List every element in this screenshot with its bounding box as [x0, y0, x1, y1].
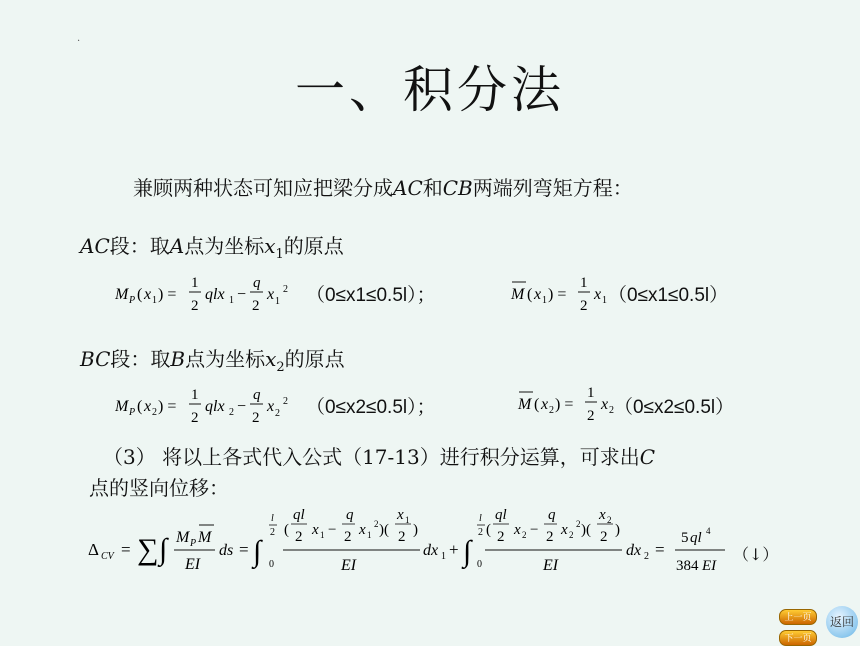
svg-text:2: 2: [580, 298, 588, 314]
equation-mp-x2: [115, 382, 315, 432]
svg-text:q: q: [548, 507, 556, 523]
svg-text:∫: ∫: [253, 535, 262, 568]
ac-sub: 1: [275, 247, 284, 262]
intro-ac: AC: [393, 176, 423, 200]
ac-post: 的原点: [283, 234, 344, 258]
eq3-condition: （0≤x2≤0.5l）；: [306, 397, 436, 418]
svg-text:1: 1: [275, 296, 280, 307]
intro-post: 两端列弯矩方程：: [472, 176, 633, 200]
svg-text:=: =: [655, 540, 665, 559]
svg-text:4: 4: [706, 526, 711, 536]
ac-mid: 点为坐标: [184, 234, 265, 258]
svg-text:ql: ql: [293, 507, 305, 523]
svg-text:) =: ) =: [158, 286, 177, 303]
svg-text:1: 1: [405, 515, 410, 525]
svg-text:x: x: [267, 286, 275, 303]
svg-text:x: x: [594, 286, 602, 303]
bc-pre: 段：取: [110, 347, 171, 371]
svg-text:1: 1: [320, 530, 325, 540]
svg-text:x: x: [601, 396, 609, 413]
svg-text:(: (: [486, 522, 491, 538]
svg-text:dx: dx: [423, 542, 439, 559]
svg-text:1: 1: [152, 295, 157, 306]
svg-text:x: x: [359, 522, 366, 538]
svg-text:): ): [413, 522, 418, 538]
svg-text:x: x: [599, 507, 606, 523]
svg-text:1: 1: [367, 530, 372, 540]
next-page-button[interactable]: 下一页: [779, 630, 817, 646]
svg-text:M: M: [115, 398, 129, 415]
ac-pt: A: [169, 234, 185, 258]
svg-text:P: P: [129, 295, 136, 306]
equation-m-x2: [517, 380, 617, 430]
bc-seg: BC: [80, 347, 111, 371]
svg-text:0: 0: [269, 559, 274, 570]
prev-page-button[interactable]: 上一页: [779, 609, 817, 625]
svg-text:2: 2: [609, 405, 614, 416]
svg-text:1: 1: [191, 387, 199, 403]
svg-text:) =: ) =: [158, 398, 177, 415]
svg-text:EI: EI: [341, 557, 357, 574]
intro-line: [133, 172, 633, 201]
svg-text:∫: ∫: [159, 533, 168, 566]
svg-text:M: M: [198, 529, 212, 546]
svg-text:2: 2: [587, 408, 595, 424]
svg-text:2: 2: [191, 410, 199, 426]
svg-text:x: x: [144, 286, 152, 303]
svg-text:dx: dx: [626, 542, 642, 559]
svg-text:x: x: [534, 286, 542, 303]
direction-arrow-note: （↓）: [733, 545, 779, 564]
svg-text:2: 2: [152, 407, 157, 418]
eq4-condition: （0≤x2≤0.5l）: [614, 397, 735, 418]
bc-sub: 2: [276, 360, 285, 375]
svg-text:−: −: [328, 522, 337, 538]
back-button[interactable]: 返回: [826, 606, 858, 638]
svg-text:2: 2: [576, 519, 581, 529]
svg-text:Δ: Δ: [88, 540, 99, 559]
svg-text:M: M: [115, 286, 129, 303]
svg-text:−: −: [237, 286, 247, 303]
ac-pre: 段：取: [109, 234, 170, 258]
svg-text:2: 2: [270, 527, 275, 538]
svg-text:x: x: [267, 398, 275, 415]
bc-var: x: [265, 347, 277, 371]
svg-text:∫: ∫: [463, 535, 472, 568]
svg-text:(: (: [527, 286, 533, 303]
step-line1-text: （3） 将以上各式代入公式（17-13）进行积分运算，可求出: [103, 445, 640, 469]
svg-text:M: M: [518, 396, 532, 413]
svg-text:2: 2: [607, 515, 612, 525]
svg-text:ds: ds: [219, 542, 234, 559]
svg-text:384: 384: [676, 558, 699, 574]
svg-text:1: 1: [441, 551, 446, 562]
svg-text:∑: ∑: [137, 533, 159, 566]
svg-text:2: 2: [644, 551, 649, 562]
equation-mp-x1: [115, 270, 315, 320]
svg-text:)(: )(: [379, 522, 389, 538]
svg-text:EI: EI: [185, 556, 201, 573]
svg-text:M: M: [511, 286, 525, 303]
step-line-2: 点的竖向位移：: [89, 476, 229, 500]
intro-cb: CB: [442, 176, 473, 200]
svg-text:2: 2: [252, 410, 260, 426]
svg-text:ql: ql: [495, 507, 507, 523]
svg-text:) =: ) =: [555, 396, 574, 413]
svg-text:2: 2: [374, 519, 379, 529]
bc-pt: B: [170, 347, 186, 371]
step-point-c: C: [639, 445, 656, 469]
svg-text:=: =: [239, 540, 249, 559]
svg-text:q: q: [253, 387, 261, 403]
svg-text:x: x: [514, 522, 521, 538]
svg-text:P: P: [190, 538, 197, 549]
svg-text:) =: ) =: [548, 286, 567, 303]
svg-text:EI: EI: [543, 557, 559, 574]
svg-text:1: 1: [542, 295, 547, 306]
svg-text:2: 2: [549, 405, 554, 416]
svg-text:2: 2: [497, 529, 505, 545]
intro-pre: 兼顾两种状态可知应把梁分成: [133, 176, 393, 200]
svg-text:qlx: qlx: [205, 286, 225, 303]
ac-seg: AC: [80, 234, 110, 258]
svg-text:2: 2: [252, 298, 260, 314]
svg-text:)(: )(: [581, 522, 591, 538]
svg-text:ql: ql: [690, 530, 702, 546]
svg-text:2: 2: [600, 529, 608, 545]
svg-text:(: (: [284, 522, 289, 538]
svg-text:(: (: [534, 396, 540, 413]
page-title: 一、积分法: [295, 61, 565, 119]
svg-text:qlx: qlx: [205, 398, 225, 415]
svg-text:2: 2: [283, 284, 288, 295]
svg-text:+: +: [449, 540, 459, 559]
svg-text:CV: CV: [101, 551, 114, 562]
svg-text:1: 1: [229, 295, 234, 306]
ac-var: x: [264, 234, 276, 258]
svg-text:2: 2: [546, 529, 554, 545]
svg-text:2: 2: [478, 527, 483, 538]
dot-mark: .: [77, 33, 81, 44]
svg-text:2: 2: [283, 396, 288, 407]
eq1-condition: （0≤x1≤0.5l）；: [306, 285, 436, 306]
svg-text:x: x: [312, 522, 319, 538]
svg-text:q: q: [253, 275, 261, 291]
svg-text:q: q: [346, 507, 354, 523]
bc-segment-heading: [80, 343, 345, 375]
svg-text:x: x: [144, 398, 152, 415]
svg-text:): ): [615, 522, 620, 538]
intro-and: 和: [422, 176, 443, 200]
svg-text:P: P: [129, 407, 136, 418]
bc-mid: 点为坐标: [185, 347, 266, 371]
svg-text:(: (: [137, 398, 143, 415]
svg-text:5: 5: [681, 530, 689, 546]
equation-m-x1: [510, 270, 615, 320]
svg-text:2: 2: [295, 529, 303, 545]
svg-text:2: 2: [398, 529, 406, 545]
svg-text:x: x: [541, 396, 549, 413]
svg-text:−: −: [530, 522, 539, 538]
svg-text:(: (: [137, 286, 143, 303]
svg-text:2: 2: [522, 530, 527, 540]
svg-text:l: l: [271, 513, 274, 524]
svg-text:EI: EI: [702, 558, 717, 574]
svg-text:2: 2: [229, 407, 234, 418]
svg-text:1: 1: [587, 385, 595, 401]
svg-text:1: 1: [602, 295, 607, 306]
step-line-1: [103, 441, 655, 470]
svg-text:2: 2: [191, 298, 199, 314]
svg-text:x: x: [561, 522, 568, 538]
svg-text:l: l: [479, 513, 482, 524]
svg-text:−: −: [237, 398, 247, 415]
svg-text:2: 2: [569, 530, 574, 540]
ac-segment-heading: [80, 230, 344, 262]
eq2-condition: （0≤x1≤0.5l）: [608, 285, 729, 306]
bc-post: 的原点: [284, 347, 345, 371]
svg-text:=: =: [121, 540, 131, 559]
svg-text:0: 0: [477, 559, 482, 570]
svg-text:1: 1: [580, 275, 588, 291]
svg-text:2: 2: [344, 529, 352, 545]
svg-text:2: 2: [275, 408, 280, 419]
equation-displacement: [85, 505, 785, 585]
svg-text:M: M: [176, 529, 190, 546]
svg-text:x: x: [397, 507, 404, 523]
svg-text:1: 1: [191, 275, 199, 291]
